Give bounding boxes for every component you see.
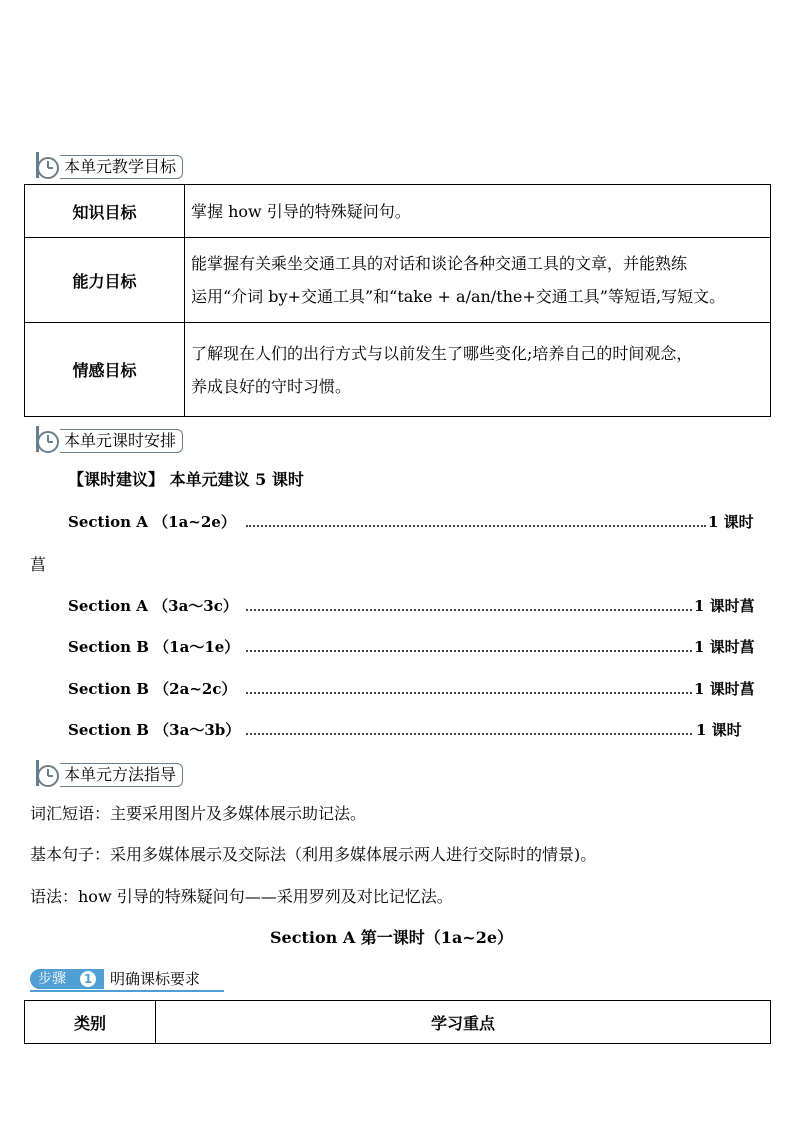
method-line: 词汇短语：主要采用图片及多媒体展示助记法。	[30, 804, 367, 823]
schedule-row-label: Section B （1a～1e）	[68, 638, 240, 656]
objective-value	[185, 323, 771, 417]
schedule-row-hours: 1 课时菖	[694, 597, 755, 615]
step-label: 步骤	[38, 971, 66, 987]
schedule-wrap: 菖	[30, 555, 47, 574]
table-row	[25, 323, 771, 417]
objective-value	[185, 185, 771, 238]
clock-icon	[30, 426, 62, 454]
clock-icon	[30, 152, 62, 180]
table-header-focus: 学习重点	[156, 1001, 771, 1044]
schedule-row	[68, 678, 768, 700]
schedule-row-label: Section A （3a～3c）	[68, 597, 238, 615]
objective-line: 能掌握有关乘坐交通工具的对话和谈论各种交通工具的文章，并能熟练	[191, 254, 688, 273]
leader-dots	[246, 650, 692, 652]
objective-line: 掌握 how 引导的特殊疑问句。	[191, 201, 411, 221]
schedule-row	[68, 636, 768, 658]
step-badge	[30, 969, 104, 989]
step-title: 明确课标要求	[110, 970, 201, 988]
objective-line: 运用“介词 by+交通工具”和“take + a/an/the+交通工具”等短语,写短文。	[191, 287, 726, 306]
leader-dots	[246, 525, 706, 527]
schedule-row-hours: 1 课时菖	[694, 680, 755, 698]
objective-key: 情感目标	[25, 323, 185, 417]
schedule-row-hours: 1 课时	[696, 721, 742, 739]
objective-line: 养成良好的守时习惯。	[191, 376, 352, 396]
step-banner	[30, 968, 224, 990]
objective-line: 了解现在人们的出行方式与以前发生了哪些变化;培养自己的时间观念，	[191, 343, 693, 363]
leader-dots	[246, 733, 692, 735]
schedule-row-label: Section A （1a~2e）	[68, 513, 236, 531]
schedule-suggestion: 【课时建议】 本单元建议 5 课时	[68, 470, 304, 489]
table-row	[25, 185, 771, 238]
step-rule	[30, 990, 224, 992]
schedule-row	[68, 595, 768, 617]
table-row	[25, 238, 771, 323]
schedule-row	[68, 511, 768, 533]
table-header-category: 类别	[25, 1001, 156, 1044]
schedule-row-label: Section B （3a～3b）	[68, 721, 241, 739]
schedule-row	[68, 719, 768, 741]
method-line: 基本句子：采用多媒体展示及交际法（利用多媒体展示两人进行交际时的情景)。	[30, 845, 597, 864]
step-number: 1	[80, 971, 96, 987]
section-title: 本单元教学目标	[60, 155, 183, 179]
schedule-row-label: Section B （2a~2c）	[68, 680, 237, 698]
schedule-row-hours: 1 课时菖	[694, 638, 755, 656]
lesson-title: Section A 第一课时（1a~2e）	[270, 928, 514, 947]
clock-icon	[30, 760, 62, 788]
requirements-table	[24, 1000, 771, 1044]
method-line: 语法：how 引导的特殊疑问句——采用罗列及对比记忆法。	[30, 887, 453, 906]
leader-dots	[246, 609, 692, 611]
schedule-row-hours: 1 课时	[708, 513, 754, 531]
objective-key: 知识目标	[25, 185, 185, 238]
section-title: 本单元课时安排	[60, 429, 183, 453]
objective-key: 能力目标	[25, 238, 185, 323]
objective-value	[185, 238, 771, 323]
section-title: 本单元方法指导	[60, 763, 183, 787]
table-row	[25, 1001, 771, 1044]
leader-dots	[246, 692, 692, 694]
objectives-table	[24, 184, 771, 417]
